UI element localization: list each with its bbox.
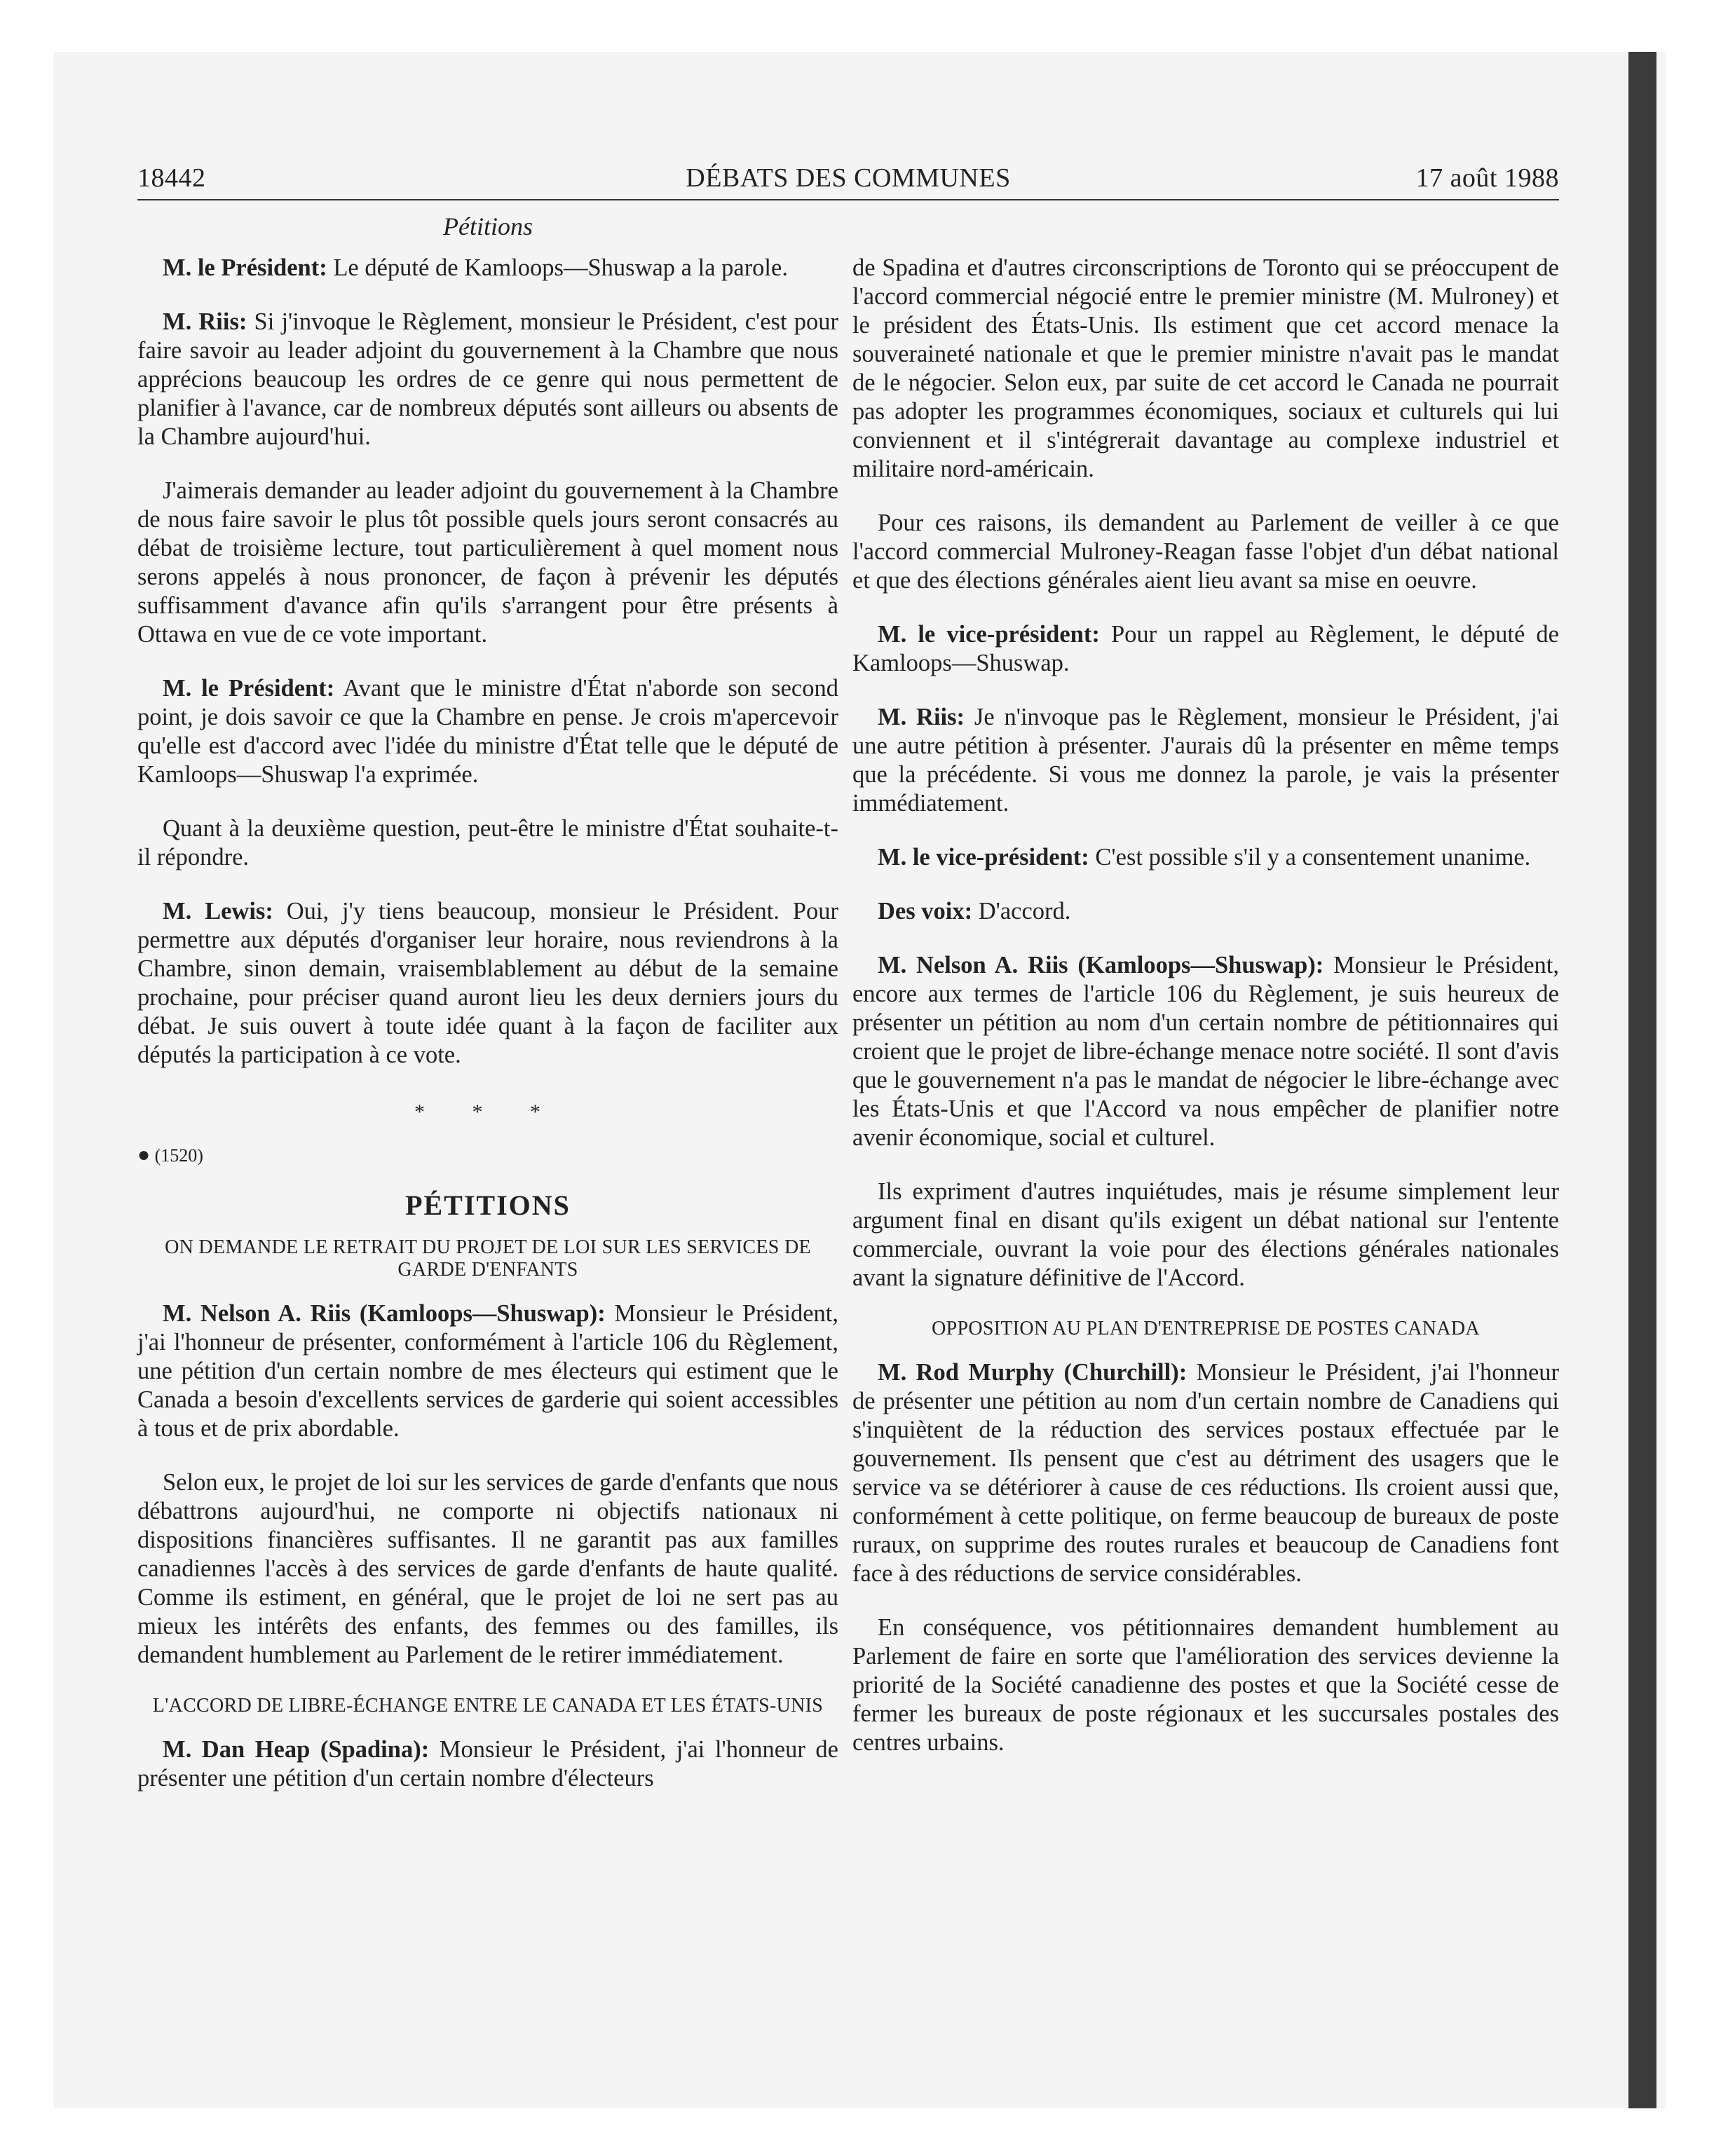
speaker: M. Riis: bbox=[163, 308, 247, 335]
paragraph: M. Riis: Je n'invoque pas le Règlement, monsieur le Président, j'ai une autre pétition à présenter. J'aurais dû la présenter en même temps que la précédente. Si vous me donnez la parole, je vais la présenter immédiatement. bbox=[852, 704, 1559, 817]
paragraph: Ils expriment d'autres inquiétudes, mais je résume simplement leur argument final en disant qu'ils exigent un débat national sur l'entente commerciale, ouvrant la voie pour des élections générales nationales avant la signature définitive de l'Accord. bbox=[852, 1178, 1559, 1291]
speaker: M. Lewis: bbox=[163, 898, 273, 925]
speaker: M. Nelson A. Riis (Kamloops—Shuswap): bbox=[878, 952, 1324, 978]
speaker: M. le vice-président: bbox=[878, 844, 1089, 871]
speaker: M. le Président: bbox=[163, 675, 335, 702]
speaker: M. Dan Heap (Spadina): bbox=[163, 1736, 430, 1763]
paragraph: M. Lewis: Oui, j'y tiens beaucoup, monsieur le Président. Pour permettre aux députés d'organiser leur horaire, nous reviendrons à la Chambre, sinon demain, vraisemblablement au début de la semaine prochaine, pour préciser quand auront lieu les deux derniers jours du débat. Je suis ouvert à toute idée quant à la façon de faciliter aux députés la participation à ce vote. bbox=[137, 898, 838, 1068]
paragraph: M. le Président: Le député de Kamloops—Shuswap a la parole. bbox=[163, 254, 788, 281]
subheading: OPPOSITION AU PLAN D'ENTREPRISE DE POSTES CANADA bbox=[932, 1318, 1480, 1339]
subheading: L'ACCORD DE LIBRE-ÉCHANGE ENTRE LE CANADA ET LES ÉTATS-UNIS bbox=[152, 1695, 824, 1717]
timestamp: ● (1520) bbox=[137, 1143, 203, 1166]
speaker: M. Rod Murphy (Churchill): bbox=[878, 1359, 1188, 1386]
paragraph: En conséquence, vos pétitionnaires demandent humblement au Parlement de faire en sorte que l'amélioration des services devienne la priorité de la Société canadienne des postes et que la Société cesse de fermer les bureaux de poste régionaux et les succursales postales des centres urbains. bbox=[852, 1614, 1559, 1756]
paragraph: J'aimerais demander au leader adjoint du gouvernement à la Chambre de nous faire savoir le plus tôt possible quels jours seront consacrés au débat de troisième lecture, tout particulièrement à quel moment nous serons appelés à nous prononcer, de façon à prévenir les députés suffisamment d'avance afin qu'ils s'arrangent pour être présents à Ottawa en vue de ce vote important. bbox=[137, 477, 838, 648]
subheading: ON DEMANDE LE RETRAIT DU PROJET DE LOI SUR LES SERVICES DE GARDE D'ENFANTS bbox=[165, 1236, 811, 1281]
section-separator: * * * bbox=[414, 1100, 562, 1124]
speaker: M. Riis: bbox=[878, 704, 965, 730]
running-head: Pétitions bbox=[443, 212, 533, 240]
paragraph: M. Nelson A. Riis (Kamloops—Shuswap): Monsieur le Président, encore aux termes de l'article 106 du Règlement, je suis heureux de présenter un pétition au nom d'un certain nombre de pétitionnaires qui croient que le projet de libre-échange menace notre société. Il sont d'avis que le gouvernement n'a pas le mandat de négocier le libre-échange avec les États-Unis et que l'Accord va nous empêcher de planifier notre avenir économique, social et culturel. bbox=[852, 952, 1559, 1151]
paragraph: M. le vice-président: Pour un rappel au Règlement, le député de Kamloops—Shuswap. bbox=[852, 621, 1559, 676]
page-header bbox=[137, 163, 1559, 200]
paragraph: Selon eux, le projet de loi sur les services de garde d'enfants que nous débattrons aujourd'hui, ne comporte ni objectifs nationaux ni dispositions financières suffisantes. Il ne garantit pas aux familles canadiennes l'accès à des services de garde d'enfants de haute qualité. Comme ils estiment, en général, que le projet de loi ne sert pas au mieux les intérêts des enfants, des femmes ou des familles, ils demandent humblement au Parlement de le retirer immédiatement. bbox=[137, 1469, 838, 1668]
paragraph: Des voix: D'accord. bbox=[878, 898, 1071, 925]
paragraph: M. Nelson A. Riis (Kamloops—Shuswap): Monsieur le Président, j'ai l'honneur de présenter, conformément à l'article 106 du Règlement, une pétition d'un certain nombre de mes électeurs qui estiment que le Canada a besoin d'excellents services de garderie qui soient accessibles à tous et de prix abordable. bbox=[137, 1300, 838, 1442]
speaker: M. le vice-président: bbox=[878, 621, 1100, 648]
paragraph: M. le vice-président: C'est possible s'il y a consentement unanime. bbox=[878, 844, 1531, 871]
binding-edge bbox=[1628, 52, 1656, 2108]
right-column bbox=[852, 254, 1559, 1782]
paragraph: M. Dan Heap (Spadina): Monsieur le Président, j'ai l'honneur de présenter une pétition d'un certain nombre d'électeurs bbox=[137, 1736, 838, 1792]
paragraph: M. Riis: Si j'invoque le Règlement, monsieur le Président, c'est pour faire savoir au leader adjoint du gouvernement à la Chambre que nous apprécions beaucoup les ordres de ce genre qui nous permettent de planifier à l'avance, car de nombreux députés sont ailleurs ou absents de la Chambre aujourd'hui. bbox=[137, 308, 838, 450]
section-title: PÉTITIONS bbox=[405, 1189, 571, 1221]
paragraph: Quant à la deuxième question, peut-être le ministre d'État souhaite-t-il répondre. bbox=[137, 815, 838, 871]
paragraph: M. Rod Murphy (Churchill): Monsieur le Président, j'ai l'honneur de présenter une pétition au nom d'un certain nombre de Canadiens qui s'inquiètent de la réduction des services postaux effectuée par le gouvernement. Ils pensent que c'est au détriment des usagers que le service va se détériorer à cause de ces réductions. Ils croient aussi que, conformément à cette politique, on ferme beaucoup de bureaux de poste ruraux, on supprime des routes rurales et beaucoup de Canadiens font face à des réductions de service considérables. bbox=[852, 1359, 1559, 1587]
paragraph: Pour ces raisons, ils demandent au Parlement de veiller à ce que l'accord commercial Mulroney-Reagan fasse l'objet d'un débat national et que des élections générales aient lieu avant sa mise en oeuvre. bbox=[852, 510, 1559, 594]
page-number: 18442 bbox=[137, 163, 206, 193]
speaker: M. le Président: bbox=[163, 254, 327, 281]
bullet-icon: ● bbox=[137, 1143, 151, 1166]
paragraph: M. le Président: Avant que le ministre d'État n'aborde son second point, je dois savoir ce que la Chambre en pense. Je crois m'apercevoir qu'elle est d'accord avec l'idée du ministre d'État telle que le député de Kamloops—Shuswap l'a exprimée. bbox=[137, 675, 838, 788]
left-column bbox=[137, 254, 838, 1818]
speaker: Des voix: bbox=[878, 898, 973, 925]
publication-title: DÉBATS DES COMMUNES bbox=[686, 163, 1011, 193]
page-date: 17 août 1988 bbox=[1415, 163, 1559, 193]
speaker: M. Nelson A. Riis (Kamloops—Shuswap): bbox=[163, 1300, 606, 1327]
paragraph: de Spadina et d'autres circonscriptions de Toronto qui se préoccupent de l'accord commercial négocié entre le premier ministre (M. Mulroney) et le président des États-Unis. Ils estiment que cet accord menace la souveraineté nationale et que le premier ministre n'avait pas le mandat de le négocier. Selon eux, par suite de cet accord le Canada ne pourrait pas adopter les programmes économiques, sociaux et culturels qui lui conviennent et il s'intégrerait davantage au complexe industriel et militaire nord-américain. bbox=[852, 254, 1559, 482]
